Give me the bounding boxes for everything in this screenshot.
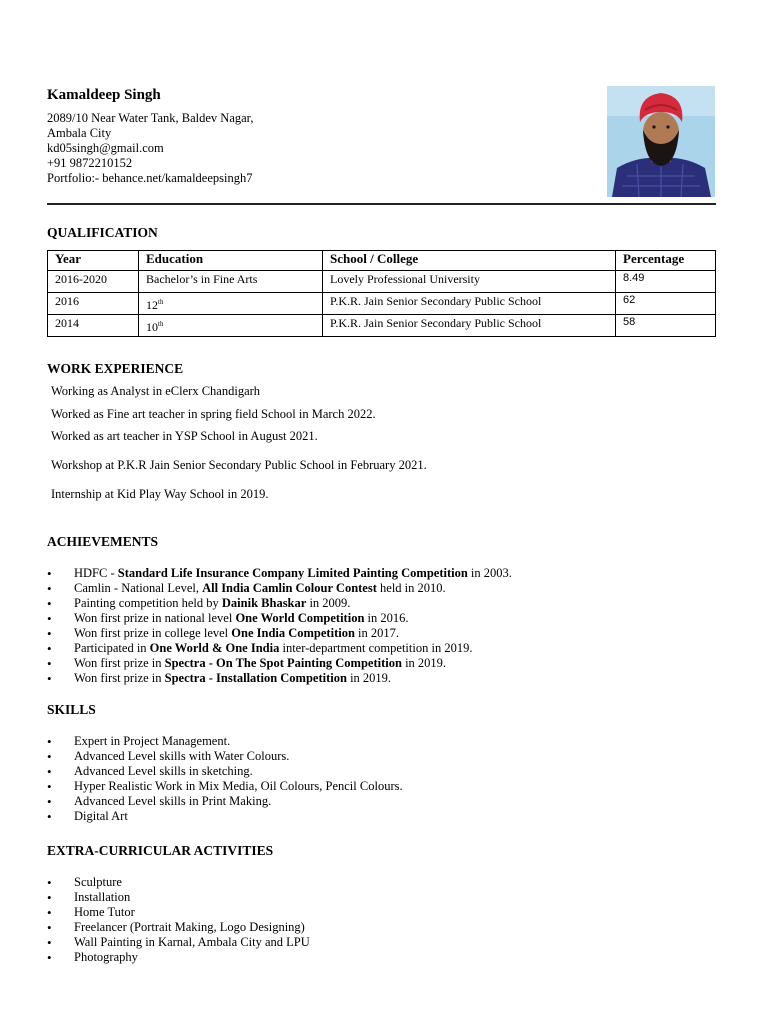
work-item: Worked as Fine art teacher in spring field School in March 2022. [51,407,376,421]
education-text [146,298,163,312]
cell-education [139,293,323,315]
education-suffix: th [158,298,164,306]
item-text: Camlin - National Level, [74,581,203,595]
cell-year: 2014 [48,315,139,337]
bullet-icon: • [47,905,52,920]
item-text: Won first prize in [74,671,165,685]
bullet-icon: • [47,935,52,950]
profile-photo [607,86,715,197]
cell-school: P.K.R. Jain Senior Secondary Public School [323,315,616,337]
item-bold-text: One World Competition [235,611,365,625]
header-divider [47,203,716,205]
bullet-icon: • [47,656,52,671]
work-item: Internship at Kid Play Way School in 2019. [51,487,269,501]
list-item [47,749,403,764]
cell-percentage: 8.49 [616,271,716,293]
column-header-school: School / College [323,251,616,271]
column-header-year: Year [48,251,139,271]
cell-percentage: 58 [616,315,716,337]
table-row [48,271,716,293]
item-text: Installation [74,890,131,904]
item-text: Digital Art [74,809,128,823]
work-item: Workshop at P.K.R Jain Senior Secondary Public School in February 2021. [51,458,427,472]
list-item [47,875,310,890]
item-bold-text: Spectra - Installation Competition [164,671,347,685]
item-bold-text: Spectra - On The Spot Painting Competition [164,656,402,670]
item-text: Wall Painting in Karnal, Ambala City and LPU [74,935,310,949]
list-item [47,935,310,950]
item-text: Won first prize in [74,656,165,670]
list-item [47,581,512,596]
list-item [47,764,403,779]
cell-percentage: 62 [616,293,716,315]
item-text: in 2016. [364,611,409,625]
bullet-icon: • [47,641,52,656]
qualification-heading: QUALIFICATION [47,225,158,240]
list-item [47,794,403,809]
contact-block [47,111,253,186]
item-text: Participated in [74,641,150,655]
item-text: Won first prize in national level [74,611,236,625]
bullet-icon: • [47,764,52,779]
work-item: Worked as art teacher in YSP School in August 2021. [51,429,318,443]
cell-education [139,271,323,293]
item-text: Sculpture [74,875,122,889]
email: kd05singh@gmail.com [47,141,164,155]
item-bold-text: One World & One India [149,641,280,655]
list-item [47,890,310,905]
skills-list [47,734,403,824]
table-header-row [48,251,716,271]
work-item: Working as Analyst in eClerx Chandigarh [51,384,261,398]
address-line-1: 2089/10 Near Water Tank, Baldev Nagar, [47,111,254,125]
list-item [47,566,512,581]
bullet-icon: • [47,950,52,965]
education-value: 12 [146,298,158,312]
cell-year: 2016 [48,293,139,315]
cell-school: P.K.R. Jain Senior Secondary Public School [323,293,616,315]
list-item [47,809,403,824]
list-item [47,905,310,920]
item-text: in 2009. [306,596,351,610]
extra-curricular-list [47,875,310,965]
item-text: Home Tutor [74,905,135,919]
bullet-icon: • [47,749,52,764]
list-item [47,950,310,965]
phone: +91 9872210152 [47,156,133,170]
cell-education [139,315,323,337]
cell-school: Lovely Professional University [323,271,616,293]
achievements-list [47,566,512,686]
list-item [47,734,403,749]
item-text: Advanced Level skills in Print Making. [74,794,272,808]
bullet-icon: • [47,611,52,626]
bullet-icon: • [47,671,52,686]
item-bold-text: One India Competition [231,626,355,640]
bullet-icon: • [47,779,52,794]
bullet-icon: • [47,596,52,611]
list-item [47,656,512,671]
bullet-icon: • [47,581,52,596]
item-text: in 2019. [346,671,392,685]
list-item [47,920,310,935]
list-item [47,611,512,626]
bullet-icon: • [47,566,52,581]
list-item [47,596,512,611]
candidate-name: Kamaldeep Singh [47,87,161,103]
achievements-heading: ACHIEVEMENTS [47,534,159,549]
cell-year: 2016-2020 [48,271,139,293]
bullet-icon: • [47,626,52,641]
portfolio-link: Portfolio:- behance.net/kamaldeepsingh7 [47,171,253,185]
education-value: 10 [146,320,158,334]
education-text: Bachelor’s in Fine Arts [146,272,258,286]
item-bold-text: All India Camlin Colour Contest [202,581,377,595]
item-text: Advanced Level skills in sketching. [74,764,253,778]
item-text: Painting competition held by [74,596,222,610]
qualification-table [47,250,716,337]
table-row [48,293,716,315]
bullet-icon: • [47,920,52,935]
item-text: Expert in Project Management. [74,734,231,748]
bullet-icon: • [47,809,52,824]
bullet-icon: • [47,890,52,905]
item-text: in 2019. [401,656,447,670]
column-header-education: Education [139,251,323,271]
item-text: Won first prize in college level [74,626,232,640]
item-bold-text: Standard Life Insurance Company Limited Painting Competition [117,566,468,580]
item-text: Hyper Realistic Work in Mix Media, Oil Colours, Pencil Colours. [74,779,403,793]
item-text: Photography [74,950,138,964]
education-suffix: th [158,320,164,328]
item-text: Advanced Level skills with Water Colours. [74,749,290,763]
item-text: held in 2010. [376,581,446,595]
extra-curricular-heading: EXTRA-CURRICULAR ACTIVITIES [47,843,274,858]
item-text: in 2017. [354,626,400,640]
item-text: Freelancer (Portrait Making, Logo Designing) [74,920,305,934]
bullet-icon: • [47,794,52,809]
item-text: HDFC - [74,566,118,580]
list-item [47,671,512,686]
bullet-icon: • [47,734,52,749]
work-experience-heading: WORK EXPERIENCE [47,361,184,376]
list-item [47,641,512,656]
list-item [47,626,512,641]
table-row [48,315,716,337]
item-text: in 2003. [467,566,512,580]
bullet-icon: • [47,875,52,890]
address-line-2: Ambala City [47,126,112,140]
education-text [146,320,163,334]
skills-heading: SKILLS [47,702,96,717]
list-item [47,779,403,794]
item-bold-text: Dainik Bhaskar [221,596,307,610]
column-header-percentage: Percentage [616,251,716,271]
item-text: inter-department competition in 2019. [279,641,473,655]
